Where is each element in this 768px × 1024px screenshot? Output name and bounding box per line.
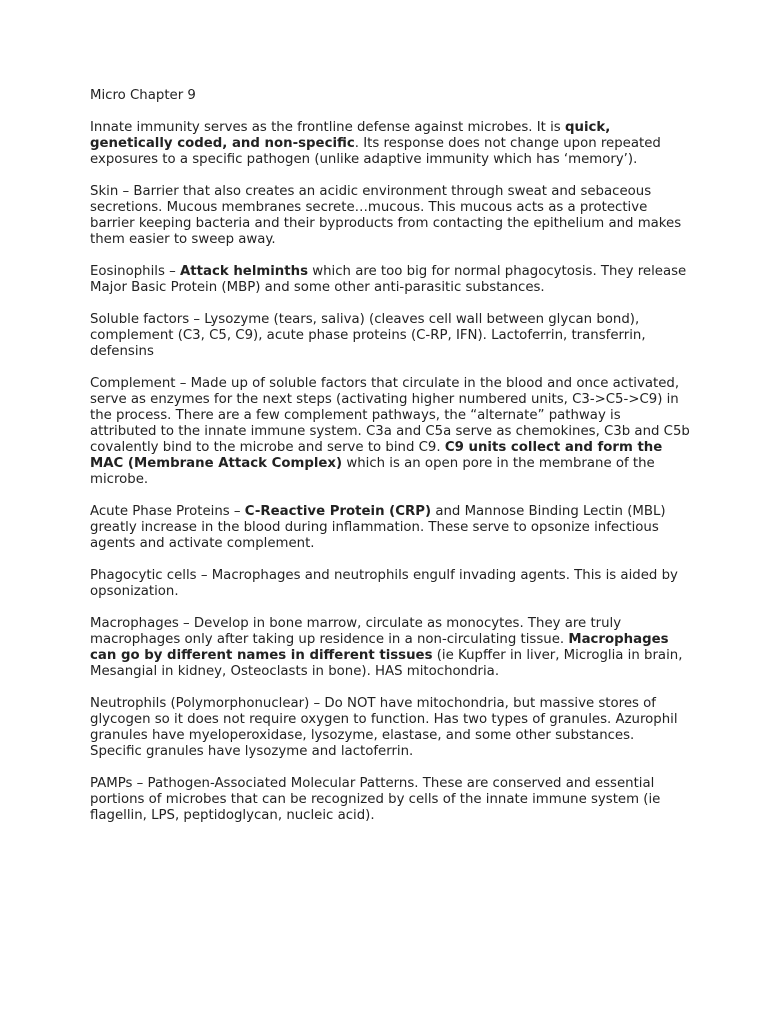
text-run: Innate immunity serves as the frontline defense against microbes. It is bbox=[90, 120, 565, 135]
text-run: (ie Kupffer in liver, Microglia in brain, Mesangial in kidney, Osteoclasts in bone). HAS mitochondria. bbox=[90, 648, 683, 679]
text-run: Acute Phase Proteins – bbox=[90, 504, 245, 519]
paragraph-innate-immunity bbox=[90, 120, 690, 168]
paragraph-pamps bbox=[90, 776, 690, 824]
document-body bbox=[90, 120, 690, 824]
text-run: Neutrophils (Polymorphonuclear) – Do NOT have mitochondria, but massive stores of glycogen so it does not require oxygen to function. Has two types of granules. Azurophil granules have myeloperoxidase, lysozyme, elastase, and some other substances. Specific granules have lysozyme and lactoferrin. bbox=[90, 696, 678, 759]
text-run: Eosinophils – bbox=[90, 264, 181, 279]
text-run: Skin – Barrier that also creates an acidic environment through sweat and sebaceous secretions. Mucous membranes secrete…mucous. This mucous acts as a protective barrier keeping bacteria and their byproducts from contacting the epithelium and makes them easier to sweep away. bbox=[90, 184, 682, 247]
paragraph-eosinophils bbox=[90, 264, 690, 296]
text-run: Phagocytic cells – Macrophages and neutrophils engulf invading agents. This is aided by opsonization. bbox=[90, 568, 678, 599]
text-run: Macrophages – Develop in bone marrow, circulate as monocytes. They are truly macrophages only after taking up residence in a non-circulating tissue. bbox=[90, 616, 622, 647]
paragraph-complement bbox=[90, 376, 690, 488]
text-run: PAMPs – Pathogen-Associated Molecular Patterns. These are conserved and essential portions of microbes that can be recognized by cells of the innate immune system (ie flagellin, LPS, peptidoglycan, nucleic acid). bbox=[90, 776, 661, 823]
paragraph-neutrophils bbox=[90, 696, 690, 760]
bold-text: C9 units collect and form the MAC (Membrane Attack Complex) bbox=[90, 440, 663, 471]
paragraph-macrophages bbox=[90, 616, 690, 680]
text-run: which are too big for normal phagocytosis. They release Major Basic Protein (MBP) and some other anti-parasitic substances. bbox=[90, 264, 687, 295]
text-run: and Mannose Binding Lectin (MBL) greatly increase in the blood during inflammation. These serve to opsonize infectious agents and activate complement. bbox=[90, 504, 666, 551]
paragraph-soluble-factors bbox=[90, 312, 690, 360]
document-title: Micro Chapter 9 bbox=[90, 88, 196, 103]
bold-text: C-Reactive Protein (CRP) bbox=[244, 504, 432, 519]
text-run: Soluble factors – Lysozyme (tears, saliva) (cleaves cell wall between glycan bond), complement (C3, C5, C9), acute phase proteins (C-RP, IFN). Lactoferrin, transferrin, defensins bbox=[90, 312, 646, 359]
paragraph-phagocytic-cells bbox=[90, 568, 690, 600]
text-run: Complement – Made up of soluble factors that circulate in the blood and once activated, serve as enzymes for the next steps (activating higher numbered units, C3->C5->C9) in the process. There are a few complement pathways, the “alternate” pathway is attributed to the innate immune system. C3a and C5a serve as chemokines, C3b and C5b covalently bind to the microbe and serve to bind C9. bbox=[90, 376, 690, 455]
paragraph-skin bbox=[90, 184, 690, 248]
bold-text: quick, genetically coded, and non-specific bbox=[90, 120, 611, 151]
document-page bbox=[90, 88, 690, 840]
paragraph-acute-phase-proteins bbox=[90, 504, 690, 552]
bold-text: Macrophages can go by different names in different tissues bbox=[90, 632, 669, 663]
text-run: which is an open pore in the membrane of the microbe. bbox=[90, 456, 655, 487]
text-run: . Its response does not change upon repeated exposures to a specific pathogen (unlike adaptive immunity which has ‘memory’). bbox=[90, 136, 661, 167]
bold-text: Attack helminths bbox=[180, 264, 309, 279]
